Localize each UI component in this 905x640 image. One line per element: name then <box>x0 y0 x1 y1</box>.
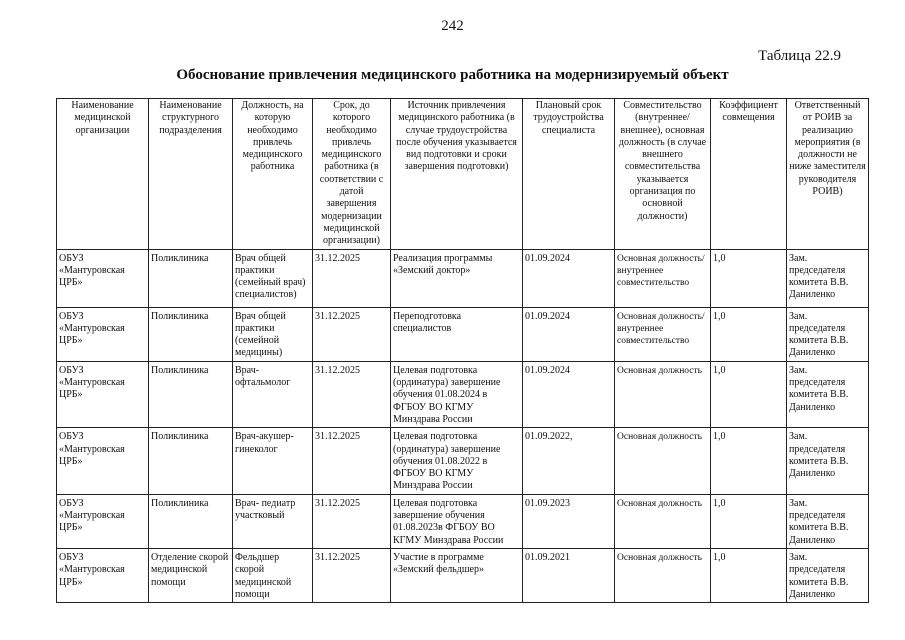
cell-responsible: Зам. председателя комитета В.В. Даниленко <box>787 494 869 548</box>
column-header: Срок, до которого необходимо привлечь медицинского работника (в соответствии с датой завершения модернизации медицинской организации) <box>313 99 391 250</box>
column-header: Должность, на которую необходимо привлечь медицинского работника <box>233 99 313 250</box>
cell-planned-date: 01.09.2022, <box>523 428 615 494</box>
column-header: Наименование медицинской организации <box>57 99 149 250</box>
cell-unit: Поликлиника <box>149 494 233 548</box>
cell-source: Целевая подготовка (ординатура) завершение обучения 01.08.2024 в ФГБОУ ВО КГМУ Минздрава России <box>391 361 523 427</box>
cell-responsible: Зам. председателя комитета В.В. Даниленко <box>787 428 869 494</box>
document-title: Обоснование привлечения медицинского работника на модернизируемый объект <box>176 67 729 83</box>
cell-organization: ОБУЗ «Мантуровская ЦРБ» <box>57 361 149 427</box>
cell-coefficient: 1,0 <box>711 428 787 494</box>
cell-combination: Основная должность/внутреннее совместительство <box>615 307 711 361</box>
column-header: Источник привлечения медицинского работника (в случае трудоустройства после обучения указывается вид подготовки и сроки завершения подготовки) <box>391 99 523 250</box>
cell-coefficient: 1,0 <box>711 494 787 548</box>
cell-deadline: 31.12.2025 <box>313 428 391 494</box>
cell-source: Целевая подготовка завершение обучения 01.08.2023в ФГБОУ ВО КГМУ Минздрава России <box>391 494 523 548</box>
cell-combination: Основная должность <box>615 428 711 494</box>
cell-unit: Поликлиника <box>149 361 233 427</box>
cell-position: Врач общей практики (семейной медицины) <box>233 307 313 361</box>
cell-planned-date: 01.09.2024 <box>523 307 615 361</box>
cell-combination: Основная должность/внутреннее совместительство <box>615 249 711 307</box>
cell-coefficient: 1,0 <box>711 548 787 602</box>
cell-unit: Отделение скорой медицинской помощи <box>149 548 233 602</box>
cell-responsible: Зам. председателя комитета В.В. Даниленко <box>787 548 869 602</box>
table-row <box>57 428 869 494</box>
page-number: 242 <box>441 18 464 34</box>
cell-position: Врач- педиатр участковый <box>233 494 313 548</box>
column-header: Коэффициент совмещения <box>711 99 787 250</box>
table-row <box>57 249 869 307</box>
column-header: Ответственный от РОИВ за реализацию мероприятия (в должности не ниже заместителя руководителя РОИВ) <box>787 99 869 250</box>
table-row <box>57 361 869 427</box>
column-header: Плановый срок трудоустройства специалиста <box>523 99 615 250</box>
cell-source: Целевая подготовка (ординатура) завершение обучения 01.08.2022 в ФГБОУ ВО КГМУ Минздрава России <box>391 428 523 494</box>
cell-organization: ОБУЗ «Мантуровская ЦРБ» <box>57 428 149 494</box>
column-header: Совместительство (внутреннее/внешнее), основная должность (в случае внешнего совместительства указывается организация по основной должности) <box>615 99 711 250</box>
cell-deadline: 31.12.2025 <box>313 548 391 602</box>
cell-responsible: Зам. председателя комитета В.В. Даниленко <box>787 307 869 361</box>
table-label: Таблица 22.9 <box>758 48 841 64</box>
cell-responsible: Зам. председателя комитета В.В. Даниленко <box>787 249 869 307</box>
cell-planned-date: 01.09.2024 <box>523 361 615 427</box>
cell-unit: Поликлиника <box>149 428 233 494</box>
cell-source: Реализация программы «Земский доктор» <box>391 249 523 307</box>
column-header: Наименование структурного подразделения <box>149 99 233 250</box>
cell-source: Участие в программе «Земский фельдшер» <box>391 548 523 602</box>
table-row <box>57 494 869 548</box>
cell-unit: Поликлиника <box>149 307 233 361</box>
cell-deadline: 31.12.2025 <box>313 249 391 307</box>
justification-table <box>56 98 869 603</box>
cell-coefficient: 1,0 <box>711 307 787 361</box>
table-row <box>57 548 869 602</box>
cell-planned-date: 01.09.2024 <box>523 249 615 307</box>
cell-source: Переподготовка специалистов <box>391 307 523 361</box>
cell-planned-date: 01.09.2021 <box>523 548 615 602</box>
cell-deadline: 31.12.2025 <box>313 361 391 427</box>
cell-organization: ОБУЗ «Мантуровская ЦРБ» <box>57 249 149 307</box>
cell-position: Врач-офтальмолог <box>233 361 313 427</box>
cell-responsible: Зам. председателя комитета В.В. Даниленко <box>787 361 869 427</box>
cell-organization: ОБУЗ «Мантуровская ЦРБ» <box>57 548 149 602</box>
table-row <box>57 307 869 361</box>
cell-deadline: 31.12.2025 <box>313 307 391 361</box>
cell-unit: Поликлиника <box>149 249 233 307</box>
cell-combination: Основная должность <box>615 548 711 602</box>
cell-position: Врач общей практики (семейный врач) специалистов) <box>233 249 313 307</box>
cell-organization: ОБУЗ «Мантуровская ЦРБ» <box>57 307 149 361</box>
cell-position: Фельдшер скорой медицинской помощи <box>233 548 313 602</box>
table-header-row <box>57 99 869 250</box>
cell-coefficient: 1,0 <box>711 361 787 427</box>
cell-planned-date: 01.09.2023 <box>523 494 615 548</box>
cell-combination: Основная должность <box>615 494 711 548</box>
cell-deadline: 31.12.2025 <box>313 494 391 548</box>
cell-combination: Основная должность <box>615 361 711 427</box>
cell-coefficient: 1,0 <box>711 249 787 307</box>
cell-organization: ОБУЗ «Мантуровская ЦРБ» <box>57 494 149 548</box>
cell-position: Врач-акушер-гинеколог <box>233 428 313 494</box>
